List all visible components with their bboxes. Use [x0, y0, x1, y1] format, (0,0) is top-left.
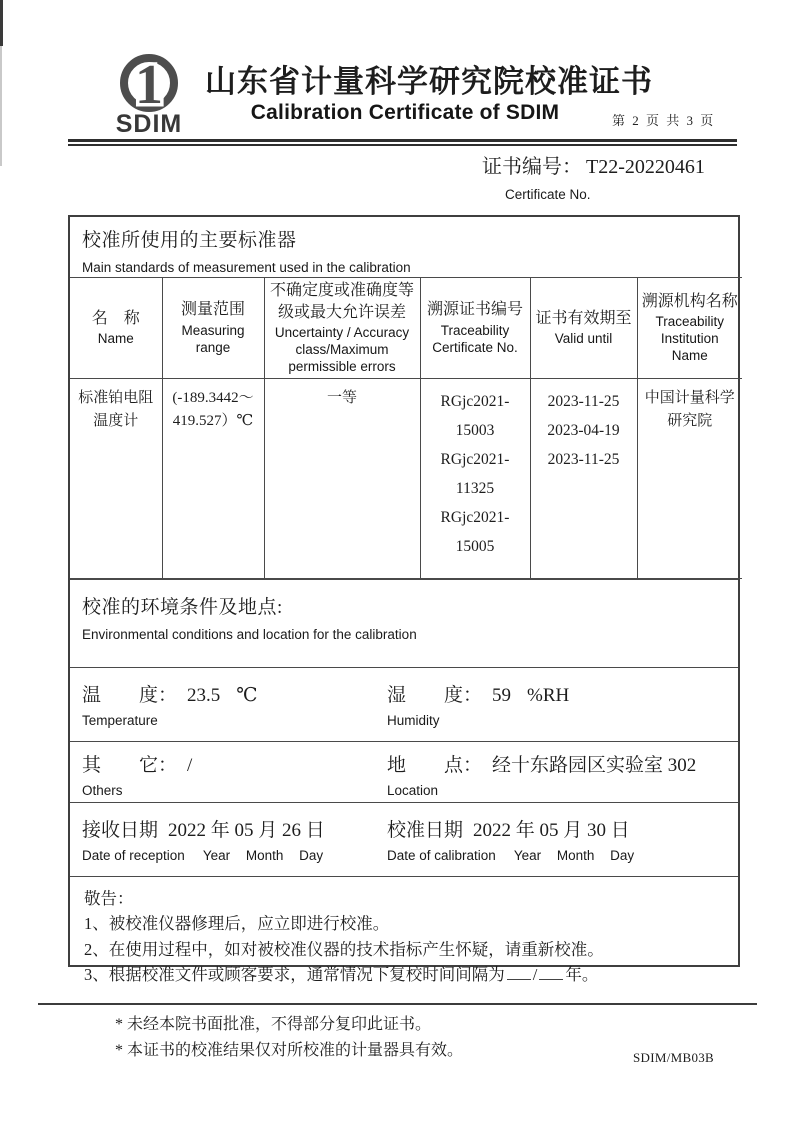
col-header-name-zh: 名 称 [91, 309, 140, 327]
logo-numeral: 1 [135, 54, 163, 116]
header-double-rule [68, 139, 737, 146]
footnote-1: * 未经本院书面批准，不得部分复印此证书。 [115, 1016, 432, 1033]
col-header-trace-cert-en: Traceability Certificate No. [432, 322, 518, 355]
reception-date-label-zh: 接收日期 [82, 819, 159, 841]
environment-title-zh: 校准的环境条件及地点: [82, 596, 283, 618]
col-header-institution-zh: 溯源机构名称 [641, 292, 738, 310]
certificate-title-en: Calibration Certificate of SDIM [250, 101, 560, 124]
footnotes [115, 1012, 463, 1064]
temperature-label-zh: 温 度： [82, 684, 178, 706]
humidity-unit: %RH [527, 684, 570, 706]
valid-until-1: 2023-11-25 [547, 392, 620, 410]
measuring-range-line1: (-189.3442～ [172, 389, 254, 406]
humidity-value: 59 [492, 684, 512, 706]
calibration-date-block [377, 803, 738, 876]
blank-underline-1 [507, 965, 531, 980]
environment-section-title [70, 579, 738, 667]
standards-title-en: Main standards of measurement used in the calibration [82, 260, 411, 275]
scan-edge-artifact [0, 0, 3, 46]
footer-rule [38, 1003, 757, 1005]
page-number: 第 2 页 共 3 页 [612, 113, 716, 128]
notice-item-3-suffix: 年。 [565, 965, 599, 985]
trace-cert-no-3: RGjc2021-15005 [440, 508, 510, 555]
main-content-box [68, 215, 740, 985]
institution-value: 中国计量科学研究院 [644, 389, 735, 430]
sdim-logo [93, 50, 205, 138]
notice-item-2: 2、在使用过程中，如对被校准仪器的技术指标产生怀疑，请重新校准。 [84, 939, 604, 959]
certificate-number-label: 证书编号： [482, 156, 582, 178]
cell-accuracy-class [264, 378, 420, 578]
temperature-block [70, 668, 377, 741]
standards-table-data-row [70, 378, 742, 578]
footnote-2: * 本证书的校准结果仅对所校准的计量器具有效。 [115, 1042, 464, 1059]
location-label-zh: 地 点： [387, 754, 483, 776]
location-block [377, 742, 738, 802]
cell-measuring-range [162, 378, 264, 578]
col-header-trace-cert [420, 278, 530, 379]
humidity-label-en: Humidity [387, 712, 440, 728]
col-header-name-en: Name [97, 331, 134, 347]
col-header-valid-until-zh: 证书有效期至 [535, 309, 632, 327]
col-header-valid-until [530, 278, 637, 379]
accuracy-class-value: 一等 [326, 389, 357, 406]
measuring-range-line2: 419.527）℃ [172, 413, 254, 430]
standard-name-value: 标准铂电阻温度计 [78, 389, 154, 430]
calibration-date-value: 2022 年 05 月 30 日 [473, 819, 630, 841]
col-header-institution-en: Traceability Institution Name [655, 314, 725, 364]
col-header-trace-cert-zh: 溯源证书编号 [426, 301, 523, 319]
form-code: SDIM/MB03B [633, 1050, 715, 1065]
col-header-institution [637, 278, 742, 379]
col-header-uncertainty-en: Uncertainty / Accuracy class/Maximum permissible errors [274, 325, 410, 374]
cell-standard-name [70, 378, 162, 578]
dates-row [70, 802, 738, 876]
others-location-row [70, 741, 738, 802]
calibration-date-label-en: Date of calibration [387, 847, 496, 863]
cell-valid-until [530, 378, 637, 578]
notice-section [70, 876, 738, 988]
certificate-number-value: T22-20220461 [586, 156, 705, 178]
certificate-number-label-en: Certificate No. [505, 187, 591, 202]
location-label-en: Location [387, 782, 439, 798]
others-label-zh: 其 它： [82, 754, 178, 776]
reception-date-label-en: Date of reception [82, 847, 185, 863]
col-header-range-en: Measuring range [181, 322, 245, 355]
standards-title-zh: 校准所使用的主要标准器 [82, 230, 297, 251]
valid-until-2: 2023-04-19 [547, 421, 620, 439]
notice-title: 敬告： [84, 888, 134, 908]
humidity-block [377, 668, 738, 741]
standards-table [70, 277, 742, 579]
col-header-uncertainty-zh: 不确定度或准确度等级或最大允许误差 [269, 282, 414, 321]
logo-text: SDIM [115, 110, 183, 138]
reception-date-block [70, 803, 377, 876]
notice-item-3-slash: / [532, 965, 538, 985]
col-header-uncertainty [264, 278, 420, 379]
temperature-humidity-row [70, 667, 738, 741]
col-header-range-zh: 测量范围 [180, 301, 245, 319]
temperature-unit: ℃ [236, 684, 258, 706]
notice-item-1: 1、被校准仪器修理后，应立即进行校准。 [84, 914, 390, 934]
col-header-valid-until-en: Valid until [554, 331, 613, 347]
others-block [70, 742, 377, 802]
notice-item-3-prefix: 3、根据校准文件或顾客要求，通常情况下复校时间间隔为 [84, 965, 505, 985]
certificate-title-zh: 山东省计量科学研究院校准证书 [205, 64, 653, 99]
cell-institution [637, 378, 742, 578]
environment-title-en: Environmental conditions and location for the calibration [82, 626, 417, 642]
trace-cert-no-1: RGjc2021-15003 [440, 392, 510, 439]
calibration-date-label-zh: 校准日期 [387, 819, 464, 841]
col-header-range [162, 278, 264, 379]
others-label-en: Others [82, 782, 123, 798]
temperature-value: 23.5 [187, 684, 221, 706]
valid-until-3: 2023-11-25 [547, 450, 620, 468]
calibration-date-units-en: Year Month Day [513, 847, 635, 863]
col-header-name [70, 278, 162, 379]
reception-date-units-en: Year Month Day [202, 847, 324, 863]
standards-table-header-row [70, 278, 742, 379]
trace-cert-no-2: RGjc2021-11325 [440, 450, 510, 497]
blank-underline-2 [539, 965, 563, 980]
others-value: / [187, 754, 193, 776]
location-value: 经十东路园区实验室 302 [492, 754, 697, 776]
temperature-label-en: Temperature [82, 712, 158, 728]
certificate-number-line [482, 150, 705, 179]
standards-section-title [70, 217, 738, 277]
cell-trace-cert-nos [420, 378, 530, 578]
notice-item-3 [84, 962, 724, 988]
reception-date-value: 2022 年 05 月 26 日 [168, 819, 325, 841]
humidity-label-zh: 湿 度： [387, 684, 483, 706]
scan-edge-artifact-soft [0, 46, 2, 166]
